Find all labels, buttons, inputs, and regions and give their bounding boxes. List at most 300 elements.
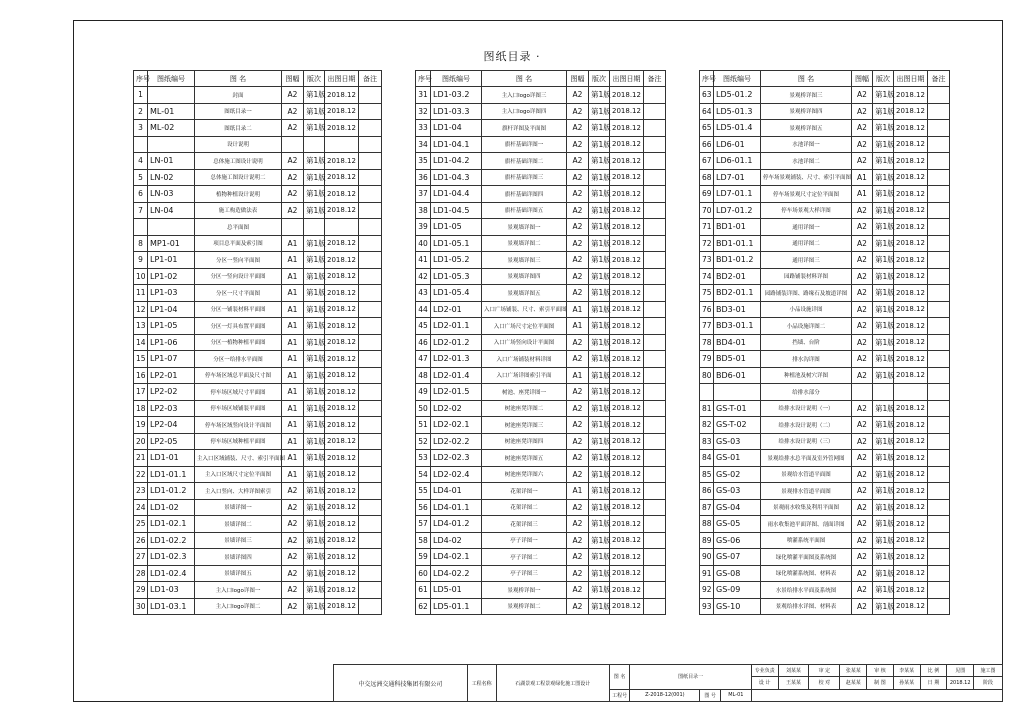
remark bbox=[359, 186, 382, 203]
issue-date: 2018.12 bbox=[610, 235, 644, 252]
serial-number: 6 bbox=[134, 186, 148, 203]
issue-date: 2018.12 bbox=[325, 186, 359, 203]
serial-number: 88 bbox=[700, 516, 714, 533]
drawing-name: 树池、座凳详图一 bbox=[482, 384, 567, 401]
remark bbox=[644, 483, 666, 500]
remark bbox=[359, 301, 382, 318]
serial-number: 40 bbox=[416, 235, 431, 252]
remark bbox=[644, 499, 666, 516]
drawing-code bbox=[714, 384, 761, 401]
edition: 第1版 bbox=[873, 169, 894, 186]
edition: 第1版 bbox=[304, 483, 325, 500]
sheet-size: A1 bbox=[567, 318, 589, 335]
edition: 第1版 bbox=[873, 186, 894, 203]
remark bbox=[928, 351, 950, 368]
remark bbox=[359, 565, 382, 582]
column-header: 序号 bbox=[416, 71, 431, 87]
drawing-code: LD1-02 bbox=[148, 499, 195, 516]
edition: 第1版 bbox=[304, 367, 325, 384]
drawing-code: GS-03 bbox=[714, 483, 761, 500]
issue-date: 2018.12 bbox=[325, 384, 359, 401]
drawing-name: 设计说明 bbox=[195, 136, 282, 153]
sheet-size: A2 bbox=[567, 120, 589, 137]
drawing-code: BD1-01 bbox=[714, 219, 761, 236]
drawing-name: 图纸目录一 bbox=[630, 665, 751, 690]
issue-date: 2018.12 bbox=[325, 483, 359, 500]
drawing-name: 树池座凳详图四 bbox=[482, 433, 567, 450]
serial-number: 60 bbox=[416, 565, 431, 582]
drawing-code: LP1-03 bbox=[148, 285, 195, 302]
issue-date bbox=[325, 219, 359, 236]
serial-number: 9 bbox=[134, 252, 148, 269]
issue-date: 2018.12 bbox=[894, 334, 928, 351]
issue-date: 2018.12 bbox=[894, 582, 928, 599]
drawing-code bbox=[148, 136, 195, 153]
sheet-size: A2 bbox=[852, 450, 873, 467]
edition: 第1版 bbox=[304, 549, 325, 566]
drawing-name: 图纸目录一 bbox=[195, 103, 282, 120]
drawing-name: 项目总平面及索引图 bbox=[195, 235, 282, 252]
drawing-code: LN-02 bbox=[148, 169, 195, 186]
drawing-name: 种植池及树穴详图 bbox=[761, 367, 852, 384]
drawing-code: GS-10 bbox=[714, 598, 761, 615]
sheet-size: A2 bbox=[852, 549, 873, 566]
serial-number: 35 bbox=[416, 153, 431, 170]
edition: 第1版 bbox=[304, 169, 325, 186]
sheet-size: A2 bbox=[852, 565, 873, 582]
edition: 第1版 bbox=[589, 120, 610, 137]
edition: 第1版 bbox=[873, 252, 894, 269]
sheet-size: A1 bbox=[282, 235, 304, 252]
drawing-code: LD1-05.2 bbox=[431, 252, 482, 269]
sheet-size bbox=[852, 384, 873, 401]
remark bbox=[928, 483, 950, 500]
serial-number: 11 bbox=[134, 285, 148, 302]
serial-number: 63 bbox=[700, 87, 714, 104]
table-row bbox=[416, 516, 666, 533]
remark bbox=[928, 219, 950, 236]
project-no-label: 工程号 bbox=[609, 689, 630, 701]
issue-date: 2018.12 bbox=[610, 483, 644, 500]
drawing-name: 景观桥详图一 bbox=[482, 582, 567, 599]
drawing-code: LD4-01.2 bbox=[431, 516, 482, 533]
serial-number: 17 bbox=[134, 384, 148, 401]
drawing-code: LD5-01.4 bbox=[714, 120, 761, 137]
remark bbox=[644, 450, 666, 467]
issue-date: 2018.12 bbox=[610, 367, 644, 384]
serial-number: 2 bbox=[134, 103, 148, 120]
index-table-3 bbox=[699, 70, 950, 615]
drawing-code: BD3-01 bbox=[714, 301, 761, 318]
table-row bbox=[134, 136, 382, 153]
serial-number: 43 bbox=[416, 285, 431, 302]
remark bbox=[359, 598, 382, 615]
drawing-name: 停车场景观大样详图 bbox=[761, 202, 852, 219]
remark bbox=[359, 483, 382, 500]
edition: 第1版 bbox=[873, 598, 894, 615]
issue-date: 2018.12 bbox=[610, 334, 644, 351]
column-header: 备注 bbox=[644, 71, 666, 87]
drawing-code: LD1-04.1 bbox=[431, 136, 482, 153]
issue-date: 2018.12 bbox=[325, 582, 359, 599]
remark bbox=[928, 301, 950, 318]
table-row bbox=[134, 103, 382, 120]
sheet-size: A1 bbox=[282, 268, 304, 285]
remark bbox=[928, 532, 950, 549]
drawing-code: LD1-01.2 bbox=[148, 483, 195, 500]
edition: 第1版 bbox=[304, 301, 325, 318]
drawing-code: LP1-01 bbox=[148, 252, 195, 269]
drawing-name: 景墙详图四 bbox=[195, 549, 282, 566]
table-row bbox=[700, 120, 950, 137]
drawing-code: LP1-06 bbox=[148, 334, 195, 351]
serial-number: 42 bbox=[416, 268, 431, 285]
issue-date: 2018.12 bbox=[610, 598, 644, 615]
serial-number: 79 bbox=[700, 351, 714, 368]
serial-number: 53 bbox=[416, 450, 431, 467]
table-row bbox=[416, 466, 666, 483]
serial-number: 72 bbox=[700, 235, 714, 252]
drawing-name: 入口广场尺寸定位平面图 bbox=[482, 318, 567, 335]
serial-number: 50 bbox=[416, 400, 431, 417]
sheet-size: A2 bbox=[852, 235, 873, 252]
drawing-code: GS-03 bbox=[714, 433, 761, 450]
edition: 第1版 bbox=[589, 202, 610, 219]
issue-date: 2018.12 bbox=[325, 466, 359, 483]
serial-number: 87 bbox=[700, 499, 714, 516]
table-row bbox=[134, 450, 382, 467]
remark bbox=[928, 136, 950, 153]
remark bbox=[928, 103, 950, 120]
serial-number: 71 bbox=[700, 219, 714, 236]
drawing-name: 景观桥详图三 bbox=[761, 87, 852, 104]
remark bbox=[928, 153, 950, 170]
sheet-size: A2 bbox=[567, 87, 589, 104]
remark bbox=[644, 400, 666, 417]
sheet-size: A2 bbox=[282, 532, 304, 549]
table-row bbox=[416, 285, 666, 302]
drawing-name: 景观墙详图五 bbox=[482, 285, 567, 302]
serial-number: 75 bbox=[700, 285, 714, 302]
issue-date: 2018.12 bbox=[610, 285, 644, 302]
drawing-code: LD2-01.1 bbox=[431, 318, 482, 335]
issue-date: 2018.12 bbox=[610, 433, 644, 450]
issue-date: 2018.12 bbox=[325, 252, 359, 269]
drawing-code: LD5-01 bbox=[431, 582, 482, 599]
drawing-code: LD1-05 bbox=[431, 219, 482, 236]
table-header-row bbox=[416, 71, 666, 87]
sheet-size: A2 bbox=[567, 153, 589, 170]
issue-date: 2018.12 bbox=[894, 153, 928, 170]
remark bbox=[359, 285, 382, 302]
sheet-size: A2 bbox=[852, 285, 873, 302]
sheet-size: A2 bbox=[852, 268, 873, 285]
role-cell: 校 对 bbox=[809, 677, 840, 689]
table-row bbox=[700, 186, 950, 203]
issue-date: 2018.12 bbox=[894, 516, 928, 533]
remark bbox=[359, 87, 382, 104]
table-row bbox=[134, 252, 382, 269]
edition: 第1版 bbox=[304, 153, 325, 170]
name-cell: 李某某 bbox=[893, 665, 920, 677]
sheet-size: A2 bbox=[852, 400, 873, 417]
drawing-code: LD1-05.4 bbox=[431, 285, 482, 302]
sheet-size: A2 bbox=[567, 268, 589, 285]
serial-number: 93 bbox=[700, 598, 714, 615]
remark bbox=[928, 417, 950, 434]
remark bbox=[644, 186, 666, 203]
sheet-size: A2 bbox=[567, 598, 589, 615]
serial-number: 15 bbox=[134, 351, 148, 368]
remark bbox=[644, 285, 666, 302]
serial-number: 1 bbox=[134, 87, 148, 104]
sheet-size: A2 bbox=[282, 202, 304, 219]
drawing-name: 旗杆详图及平面图 bbox=[482, 120, 567, 137]
remark bbox=[928, 400, 950, 417]
drawing-name: 景观给水管道平面图 bbox=[761, 466, 852, 483]
drawing-code: GS-02 bbox=[714, 466, 761, 483]
issue-date: 2018.12 bbox=[325, 268, 359, 285]
drawing-name: 雨水收集池平面详图、剖面详图 bbox=[761, 516, 852, 533]
table-row bbox=[416, 384, 666, 401]
sheet-size: A2 bbox=[282, 120, 304, 137]
remark bbox=[644, 318, 666, 335]
table-row bbox=[416, 417, 666, 434]
serial-number bbox=[700, 384, 714, 401]
remark bbox=[928, 466, 950, 483]
table-row bbox=[134, 301, 382, 318]
drawing-name: 分区一竖向平面图 bbox=[195, 252, 282, 269]
edition: 第1版 bbox=[873, 301, 894, 318]
sheet-size: A1 bbox=[852, 186, 873, 203]
table-row bbox=[700, 532, 950, 549]
edition: 第1版 bbox=[589, 367, 610, 384]
serial-number: 64 bbox=[700, 103, 714, 120]
column-header: 备注 bbox=[359, 71, 382, 87]
remark bbox=[928, 334, 950, 351]
drawing-name: 景观给排水详图、材料表 bbox=[761, 598, 852, 615]
drawing-code: LD1-02.3 bbox=[148, 549, 195, 566]
drawing-code: LD7-01.1 bbox=[714, 186, 761, 203]
drawing-code: BD2-01.1 bbox=[714, 285, 761, 302]
drawing-code: LD1-05.1 bbox=[431, 235, 482, 252]
table-row bbox=[134, 235, 382, 252]
drawing-code: LD1-01.1 bbox=[148, 466, 195, 483]
serial-number: 33 bbox=[416, 120, 431, 137]
drawing-code: ML-01 bbox=[148, 103, 195, 120]
drawing-label: 图 名 bbox=[609, 665, 630, 690]
drawing-name: 总平面图 bbox=[195, 219, 282, 236]
sheet-size: A2 bbox=[852, 582, 873, 599]
issue-date: 2018.12 bbox=[894, 318, 928, 335]
drawing-name: 绿化喷灌系统图、材料表 bbox=[761, 565, 852, 582]
drawing-name: 总体施工图设计说明二 bbox=[195, 169, 282, 186]
edition: 第1版 bbox=[873, 285, 894, 302]
drawing-code: LD4-02.2 bbox=[431, 565, 482, 582]
drawing-name: 给排水设计说明（三） bbox=[761, 433, 852, 450]
issue-date: 2018.12 bbox=[894, 252, 928, 269]
drawing-code: GS-04 bbox=[714, 499, 761, 516]
sheet-size: A1 bbox=[282, 301, 304, 318]
issue-date: 2018.12 bbox=[610, 318, 644, 335]
issue-date: 2018.12 bbox=[610, 499, 644, 516]
issue-date: 2018.12 bbox=[894, 565, 928, 582]
drawing-code: LD1-04.5 bbox=[431, 202, 482, 219]
remark bbox=[644, 582, 666, 599]
remark bbox=[359, 466, 382, 483]
drawing-name: 绿化喷灌平面图及系统图 bbox=[761, 549, 852, 566]
serial-number: 25 bbox=[134, 516, 148, 533]
issue-date: 2018.12 bbox=[894, 136, 928, 153]
remark bbox=[359, 384, 382, 401]
drawing-name: 旗杆基础详图二 bbox=[482, 153, 567, 170]
table-row bbox=[134, 400, 382, 417]
edition: 第1版 bbox=[873, 202, 894, 219]
sheet-size: A1 bbox=[282, 400, 304, 417]
serial-number: 31 bbox=[416, 87, 431, 104]
serial-number: 47 bbox=[416, 351, 431, 368]
sheet-size: A2 bbox=[282, 565, 304, 582]
remark bbox=[644, 334, 666, 351]
remark bbox=[928, 252, 950, 269]
edition: 第1版 bbox=[873, 549, 894, 566]
edition: 第1版 bbox=[304, 516, 325, 533]
drawing-code: LD5-01.1 bbox=[431, 598, 482, 615]
edition: 第1版 bbox=[589, 87, 610, 104]
sheet-size: A2 bbox=[567, 532, 589, 549]
edition: 第1版 bbox=[304, 582, 325, 599]
drawing-code: LD2-02.1 bbox=[431, 417, 482, 434]
sheet-size: A2 bbox=[852, 120, 873, 137]
remark bbox=[359, 219, 382, 236]
sheet-size: A2 bbox=[282, 549, 304, 566]
drawing-code: ML-02 bbox=[148, 120, 195, 137]
table-row bbox=[416, 103, 666, 120]
table-row bbox=[416, 136, 666, 153]
serial-number bbox=[134, 136, 148, 153]
edition: 第1版 bbox=[589, 169, 610, 186]
table-row bbox=[416, 202, 666, 219]
sheet-size: A2 bbox=[852, 153, 873, 170]
edition: 第1版 bbox=[873, 219, 894, 236]
drawing-name: 给排水部分 bbox=[761, 384, 852, 401]
issue-date: 2018.12 bbox=[325, 169, 359, 186]
issue-date: 2018.12 bbox=[610, 186, 644, 203]
column-header: 版次 bbox=[589, 71, 610, 87]
table-row bbox=[134, 285, 382, 302]
edition: 第1版 bbox=[304, 565, 325, 582]
edition: 第1版 bbox=[873, 400, 894, 417]
drawing-code: LD1-01 bbox=[148, 450, 195, 467]
column-header: 图幅 bbox=[567, 71, 589, 87]
table-row bbox=[700, 367, 950, 384]
table-row bbox=[416, 120, 666, 137]
drawing-code: GS-05 bbox=[714, 516, 761, 533]
drawing-code: BD6-01 bbox=[714, 367, 761, 384]
company-name: 中交远洲交通科技集团有限公司 bbox=[334, 665, 468, 702]
drawing-name: 分区一灯具布置平面图 bbox=[195, 318, 282, 335]
serial-number: 8 bbox=[134, 235, 148, 252]
remark bbox=[928, 516, 950, 533]
issue-date: 2018.12 bbox=[610, 532, 644, 549]
sheet-size: A1 bbox=[567, 301, 589, 318]
drawing-name: 停车场区域竖向设计平面图 bbox=[195, 417, 282, 434]
remark bbox=[928, 549, 950, 566]
drawing-code: LP1-05 bbox=[148, 318, 195, 335]
serial-number: 73 bbox=[700, 252, 714, 269]
issue-date: 2018.12 bbox=[325, 598, 359, 615]
sheet-size: A2 bbox=[282, 598, 304, 615]
drawing-code: BD3-01.1 bbox=[714, 318, 761, 335]
table-row bbox=[134, 318, 382, 335]
remark bbox=[928, 186, 950, 203]
sheet-size: A1 bbox=[282, 334, 304, 351]
drawing-code: LD1-05.3 bbox=[431, 268, 482, 285]
drawing-name: 树池座凳详图六 bbox=[482, 466, 567, 483]
sheet-size: A2 bbox=[567, 417, 589, 434]
sheet-size: A2 bbox=[282, 582, 304, 599]
remark bbox=[359, 549, 382, 566]
table-row bbox=[700, 235, 950, 252]
serial-number: 82 bbox=[700, 417, 714, 434]
drawing-name: 排水沟详图 bbox=[761, 351, 852, 368]
drawing-code: LD1-03.2 bbox=[431, 87, 482, 104]
edition: 第1版 bbox=[304, 384, 325, 401]
serial-number: 39 bbox=[416, 219, 431, 236]
table-header-row bbox=[134, 71, 382, 87]
serial-number: 62 bbox=[416, 598, 431, 615]
serial-number: 38 bbox=[416, 202, 431, 219]
remark bbox=[359, 252, 382, 269]
issue-date: 2018.12 bbox=[610, 400, 644, 417]
name-cell: 王某某 bbox=[778, 677, 809, 689]
issue-date: 2018.12 bbox=[325, 351, 359, 368]
stage-value: 阶段 bbox=[974, 677, 1003, 689]
edition: 第1版 bbox=[304, 202, 325, 219]
remark bbox=[359, 532, 382, 549]
drawing-code: LP1-04 bbox=[148, 301, 195, 318]
drawing-code: LD2-02.2 bbox=[431, 433, 482, 450]
edition: 第1版 bbox=[589, 334, 610, 351]
issue-date: 2018.12 bbox=[894, 202, 928, 219]
drawing-code: LD6-01 bbox=[714, 136, 761, 153]
serial-number: 14 bbox=[134, 334, 148, 351]
edition bbox=[304, 219, 325, 236]
edition: 第1版 bbox=[304, 186, 325, 203]
sheet-size: A1 bbox=[282, 252, 304, 269]
remark bbox=[644, 301, 666, 318]
table-row bbox=[700, 252, 950, 269]
serial-number: 92 bbox=[700, 582, 714, 599]
issue-date: 2018.12 bbox=[325, 153, 359, 170]
table-row bbox=[416, 268, 666, 285]
edition: 第1版 bbox=[589, 532, 610, 549]
drawing-code: GS-06 bbox=[714, 532, 761, 549]
remark bbox=[359, 120, 382, 137]
drawing-name: 植物种植设计说明 bbox=[195, 186, 282, 203]
serial-number: 58 bbox=[416, 532, 431, 549]
table-row bbox=[134, 565, 382, 582]
edition: 第1版 bbox=[589, 103, 610, 120]
table-row bbox=[416, 433, 666, 450]
index-table-1 bbox=[133, 70, 382, 615]
serial-number: 21 bbox=[134, 450, 148, 467]
table-row bbox=[416, 483, 666, 500]
issue-date: 2018.12 bbox=[610, 565, 644, 582]
remark bbox=[928, 285, 950, 302]
remark bbox=[644, 367, 666, 384]
drawing-name: 通用详图三 bbox=[761, 252, 852, 269]
